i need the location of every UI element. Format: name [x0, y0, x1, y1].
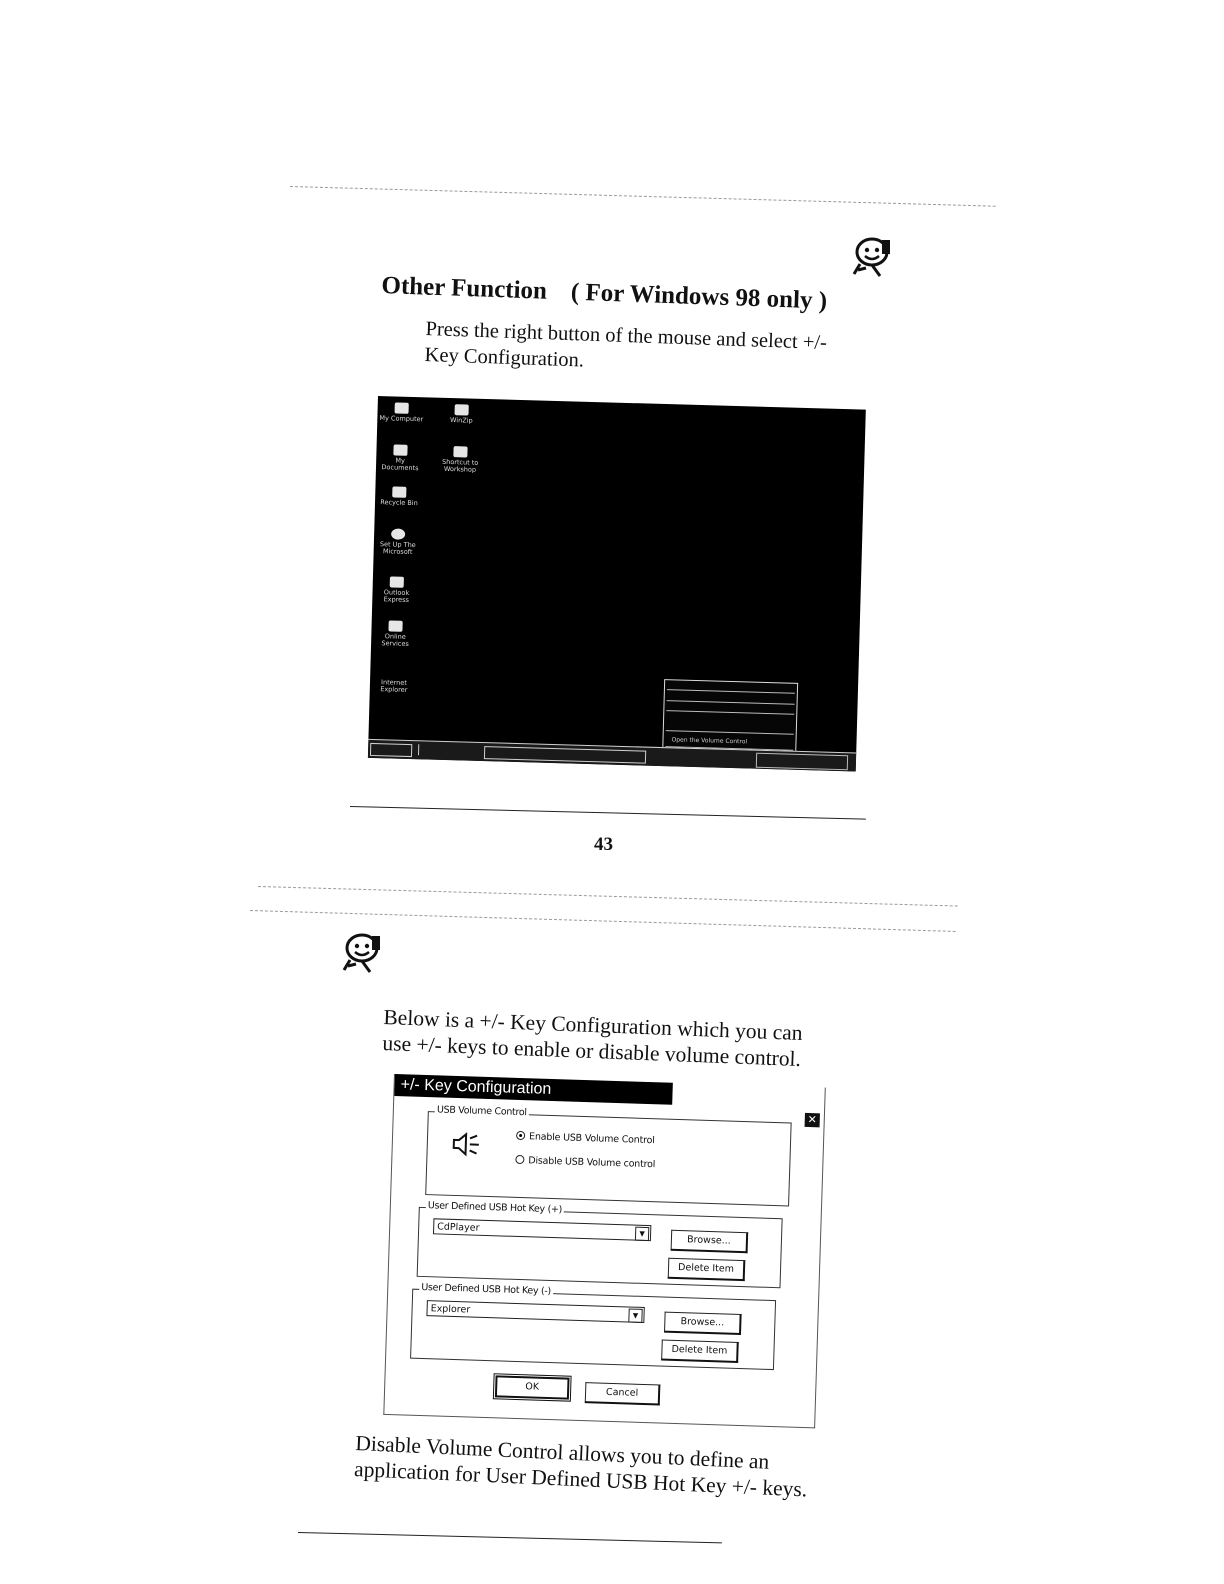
start-button — [370, 743, 412, 757]
desktop-icon-winzip: WinZip — [439, 404, 484, 425]
quick-launch — [418, 744, 477, 757]
close-icon[interactable]: ✕ — [805, 1113, 820, 1127]
desktop-icon-recycle-bin: Recycle Bin — [377, 486, 422, 507]
desktop-icon-setup-msn: Set Up The Microsoft — [376, 528, 421, 556]
mascot-icon-page2 — [340, 930, 386, 974]
chevron-down-icon[interactable]: ▼ — [628, 1308, 642, 1322]
mascot-icon — [850, 234, 896, 278]
chevron-down-icon[interactable]: ▼ — [635, 1227, 649, 1241]
hotkey-minus-select[interactable]: Explorer ▼ — [426, 1300, 644, 1323]
ok-button[interactable]: OK — [495, 1375, 570, 1399]
usb-volume-group-label: USB Volume Control — [436, 1104, 527, 1119]
instruction-text: Press the right button of the mouse and select +/- Key Configuration. — [424, 317, 828, 372]
popup-menu-item: Open the Volume Control — [671, 736, 748, 746]
section-title-text: Other Function — [381, 272, 548, 305]
scan-edge-top — [290, 186, 996, 207]
hotkey-plus-group-label: User Defined USB Hot Key (+) — [427, 1200, 563, 1216]
desktop-icon-online-services: Online Services — [373, 620, 418, 648]
enable-usb-volume-radio[interactable]: Enable USB Volume Control — [516, 1131, 655, 1146]
disable-usb-volume-radio[interactable]: Disable USB Volume control — [515, 1155, 655, 1170]
delete-plus-button[interactable]: Delete Item — [668, 1258, 746, 1281]
desktop-icon-my-computer: My Computer — [379, 402, 424, 423]
page-footer-rule — [350, 806, 866, 820]
desktop-screenshot — [368, 396, 866, 771]
browse-plus-button[interactable]: Browse... — [671, 1230, 749, 1253]
outro-text: Disable Volume Control allows you to define an application for User Defined USB Hot Key +/- keys. — [353, 1430, 808, 1502]
section-title — [381, 272, 828, 316]
desktop-icon-my-documents: My Documents — [378, 444, 423, 472]
desktop-icon-internet-explorer: Internet Explorer — [380, 678, 408, 694]
system-tray — [756, 753, 848, 771]
desktop-icon-shortcut-workshop: Shortcut to Workshop — [438, 446, 483, 474]
scan-edge-middle-2 — [250, 910, 956, 932]
hotkey-minus-group-label: User Defined USB Hot Key (-) — [421, 1281, 552, 1298]
intro-text: Below is a +/- Key Configuration which you can use +/- keys to enable or disable volume control. — [382, 1004, 804, 1072]
taskbar-window-button — [484, 746, 646, 764]
hotkey-plus-group — [417, 1200, 783, 1288]
key-config-dialog — [383, 1074, 825, 1428]
scan-edge-middle-1 — [258, 886, 958, 907]
hotkey-minus-group — [410, 1281, 776, 1370]
cancel-button[interactable]: Cancel — [585, 1382, 661, 1405]
page-footer-rule-2 — [298, 1532, 722, 1543]
section-title-note: ( For Windows 98 only ) — [570, 278, 828, 315]
dialog-title: +/- Key Configuration — [394, 1074, 673, 1105]
page-number: 43 — [594, 834, 613, 855]
speaker-icon — [449, 1131, 482, 1158]
browse-minus-button[interactable]: Browse... — [664, 1312, 742, 1335]
delete-minus-button[interactable]: Delete Item — [661, 1340, 739, 1363]
hotkey-plus-select[interactable]: CdPlayer ▼ — [433, 1218, 651, 1241]
desktop-icon-outlook-express: Outlook Express — [374, 576, 419, 604]
usb-volume-group — [425, 1104, 791, 1206]
